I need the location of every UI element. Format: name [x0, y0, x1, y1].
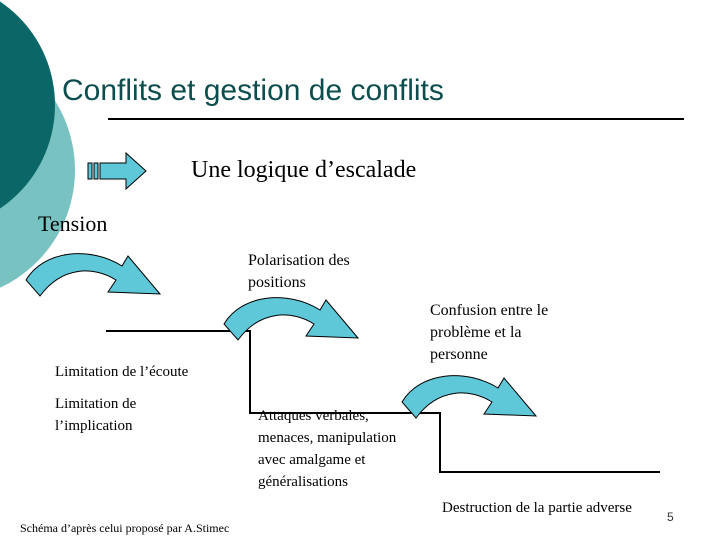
label-limitation-implication: Limitation de l’implication: [55, 396, 137, 434]
label-tension: Tension: [38, 211, 108, 236]
label-limitation-ecoute: Limitation de l’écoute: [55, 364, 189, 380]
label-confusion: Confusion entre le problème et la personne: [430, 302, 549, 363]
source-note: Schéma d’après celui proposé par A.Stimec: [20, 521, 230, 535]
curved-arrow-icon-1: [22, 240, 172, 304]
diagram-subtitle: Une logique d’escalade: [191, 157, 417, 183]
page-number: 5: [667, 510, 674, 524]
label-destruction: Destruction de la partie adverse: [442, 500, 632, 516]
label-attaques: Attaques verbales, menaces, manipulation avec amalgame et généralisations: [258, 408, 397, 490]
curved-arrow-icon-3: [398, 362, 548, 426]
label-polarisation: Polarisation des positions: [248, 252, 350, 291]
slide-title: Conflits et gestion de conflits: [62, 74, 444, 107]
